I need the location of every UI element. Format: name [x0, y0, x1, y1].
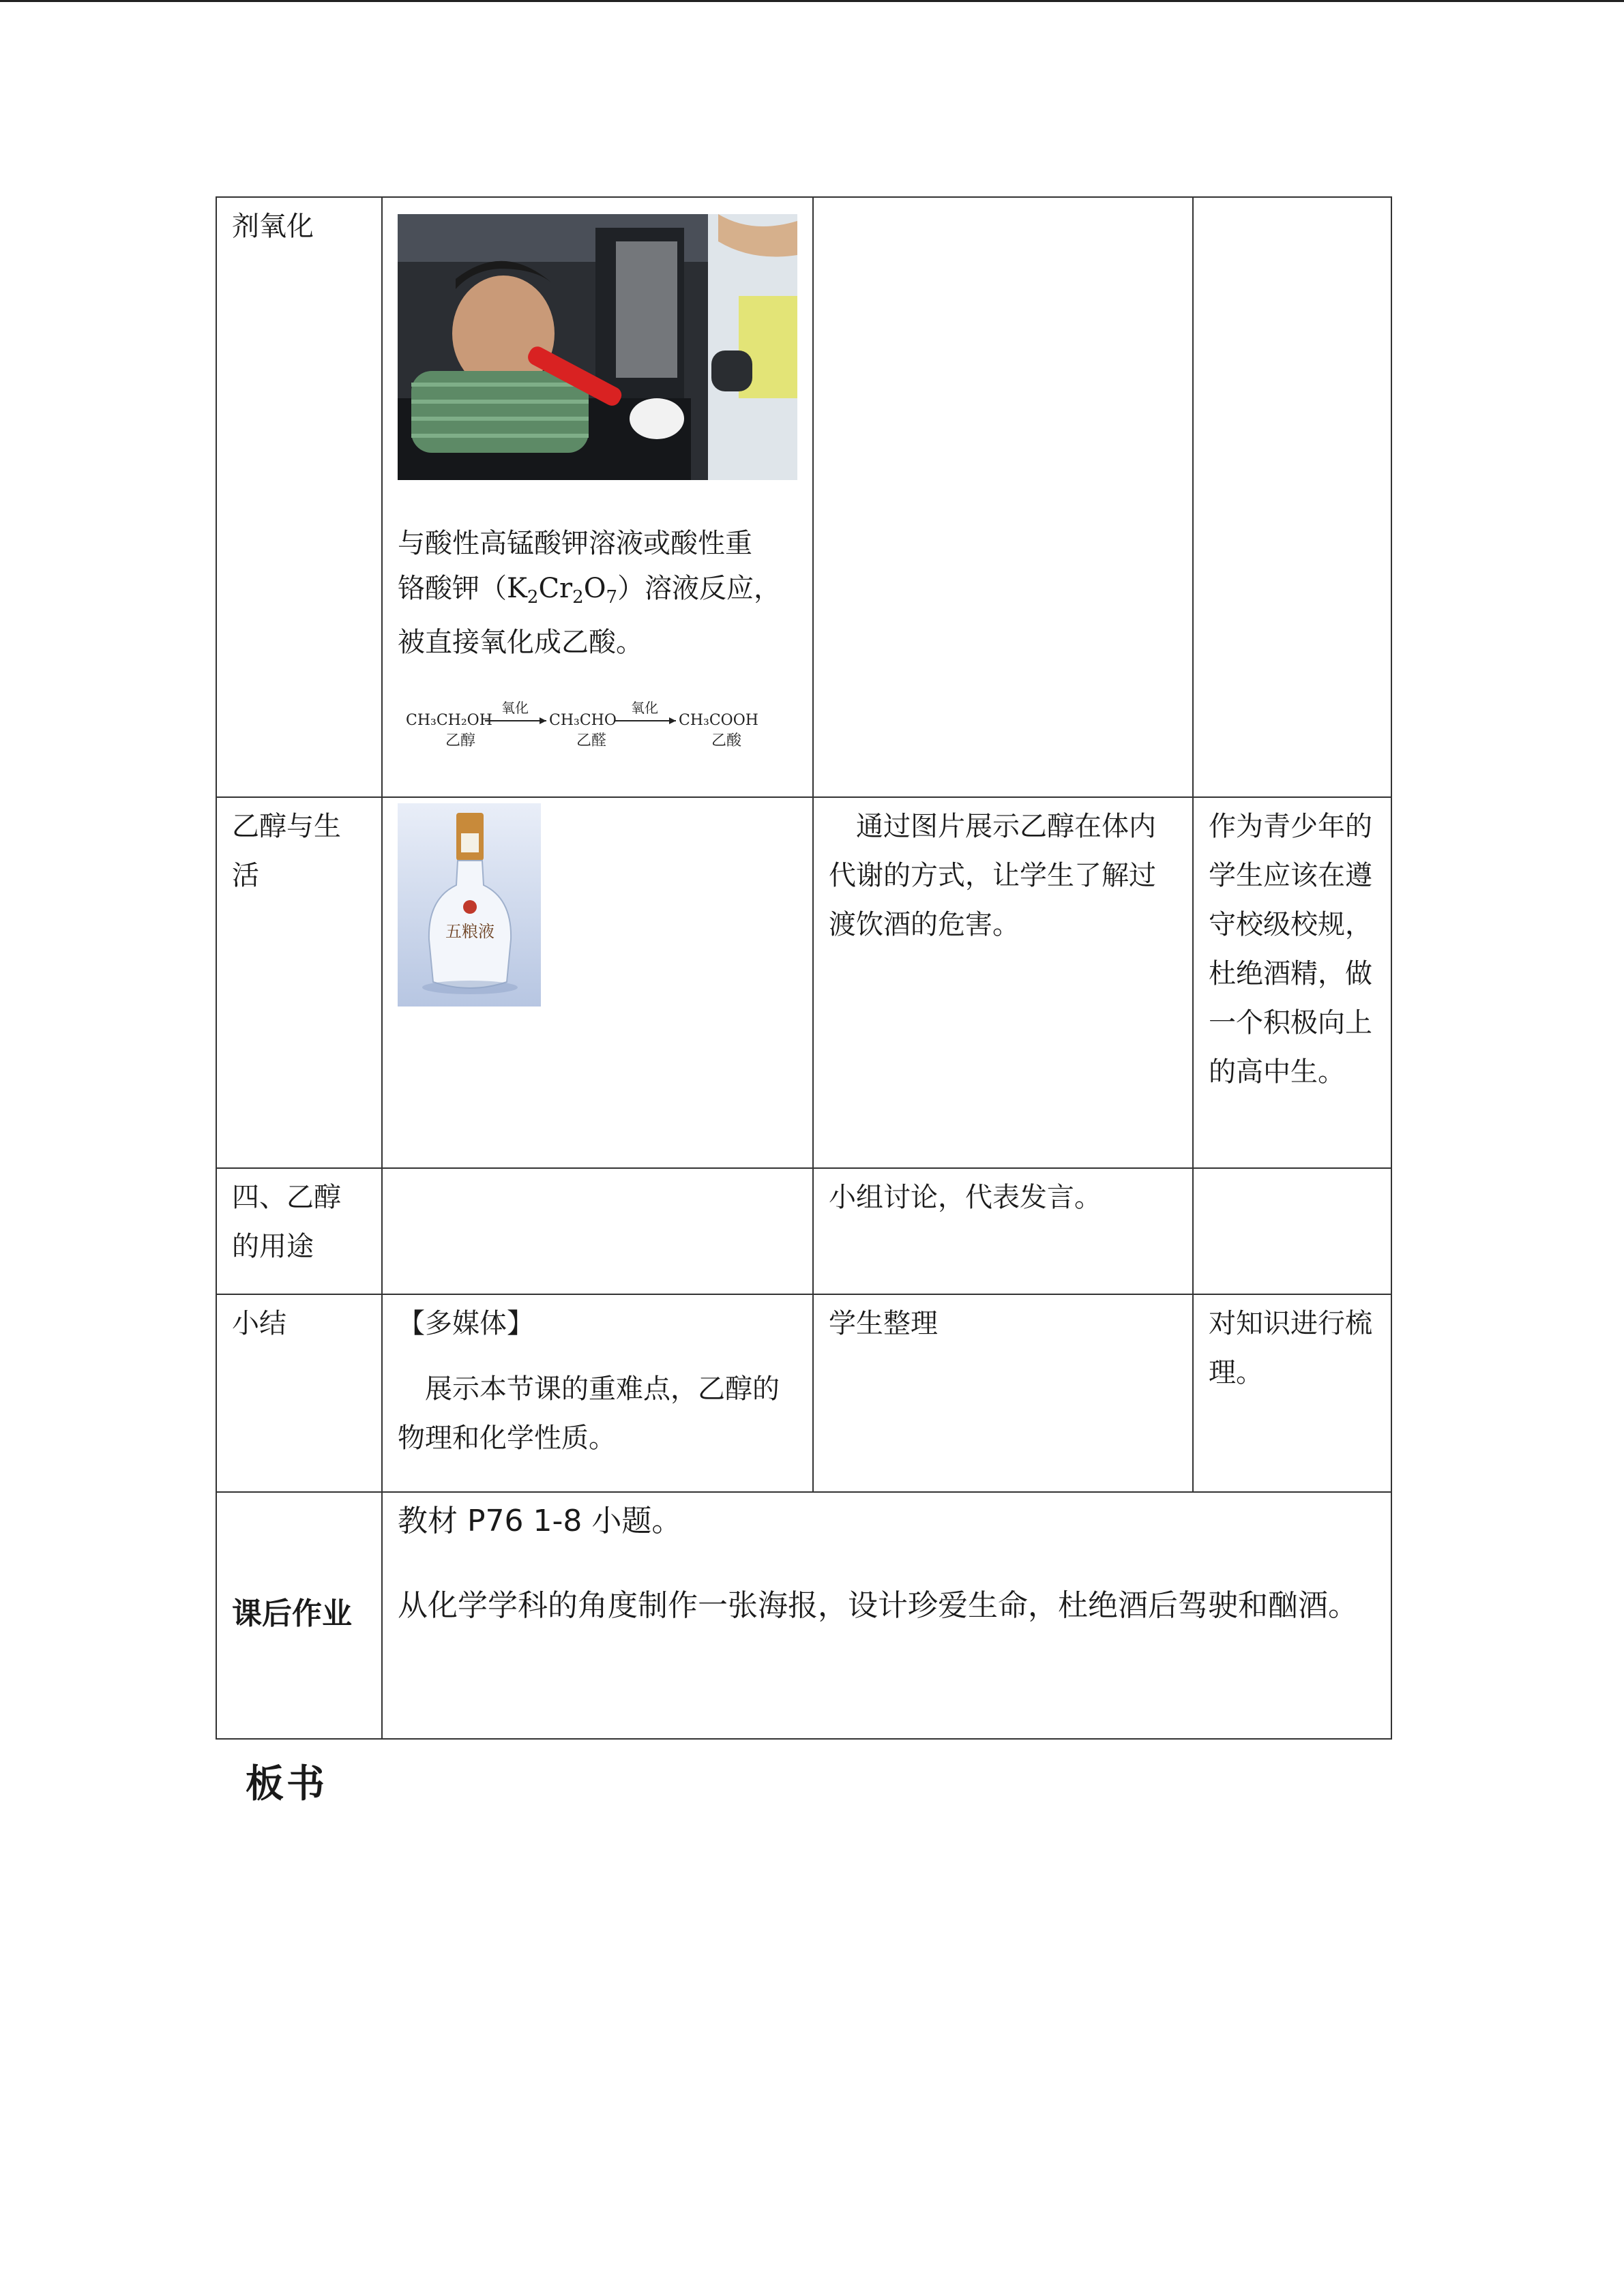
cell-stage — [216, 1168, 382, 1294]
cell-content — [382, 797, 813, 1168]
lesson-plan-table — [216, 196, 1392, 1740]
cell-student-activity — [813, 1168, 1193, 1294]
arrow2-condition: 氧化 — [631, 700, 658, 716]
oxidation-description: 与酸性高锰酸钾溶液或酸性重 铬酸钾$(K_2Cr_2O_7)$溶液反应， 被直接氧化成乙酸。 — [398, 528, 782, 658]
table-row-uses — [216, 1168, 1391, 1294]
cell-content — [382, 1294, 813, 1492]
cell-design-intent — [1193, 1168, 1391, 1294]
homework-label: 课后作业 — [232, 1596, 352, 1631]
cell-stage — [216, 197, 382, 797]
table-row-oxidation — [216, 197, 1391, 797]
table-row-summary — [216, 1294, 1391, 1492]
reactant-ethanol-name: 乙醇 — [445, 732, 476, 749]
intent-text: 作为青少年的学生应该在遵守校级校规，杜绝酒精，做一个积极向上的高中生。 — [1209, 811, 1372, 1088]
oxidation-reaction-equation — [398, 692, 780, 754]
activity-text: 学生整理 — [829, 1308, 938, 1339]
multimedia-heading: 【多媒体】 — [398, 1308, 534, 1339]
cell-design-intent — [1193, 1294, 1391, 1492]
activity-text: 通过图片展示乙醇在体内代谢的方式，让学生了解过渡饮酒的危害。 — [829, 811, 1156, 940]
cell-student-activity — [813, 797, 1193, 1168]
stage-label: 四、乙醇的用途 — [232, 1182, 341, 1262]
table-row-ethanol-life — [216, 797, 1391, 1168]
summary-text: 展示本节课的重难点，乙醇的物理和化学性质。 — [398, 1373, 780, 1454]
product-acetic-acid: CH₃COOH — [679, 712, 758, 729]
top-rule — [0, 0, 1624, 2]
cell-design-intent — [1193, 197, 1391, 797]
breathalyzer-photo — [398, 214, 797, 480]
cell-homework-content — [382, 1492, 1391, 1739]
cell-student-activity — [813, 197, 1193, 797]
stage-label: 乙醇与生活 — [232, 811, 341, 891]
product-acetic-acid-name: 乙酸 — [711, 732, 742, 749]
cell-stage — [216, 1492, 382, 1739]
table-row-homework — [216, 1492, 1391, 1739]
activity-text: 小组讨论，代表发言。 — [829, 1182, 1102, 1213]
intent-text: 对知识进行梳理。 — [1209, 1308, 1372, 1388]
cell-student-activity — [813, 1294, 1193, 1492]
cell-stage — [216, 1294, 382, 1492]
cell-content — [382, 1168, 813, 1294]
intermediate-acetaldehyde: CH₃CHO — [549, 712, 617, 729]
stage-label: 小结 — [232, 1308, 286, 1339]
stage-label: 剂氧化 — [232, 211, 314, 242]
homework-line-2: 从化学学科的角度制作一张海报，设计珍爱生命，杜绝酒后驾驶和酗酒。 — [398, 1588, 1358, 1623]
homework-line-1: 教材 P76 1-8 小题。 — [398, 1504, 682, 1538]
intermediate-acetaldehyde-name: 乙醛 — [576, 732, 607, 749]
arrow1-condition: 氧化 — [501, 700, 529, 716]
cell-content — [382, 197, 813, 797]
reactant-ethanol: CH₃CH₂OH — [406, 712, 492, 729]
cell-design-intent — [1193, 797, 1391, 1168]
liquor-bottle-photo — [398, 803, 541, 1007]
bottle-brand-label: 五粮液 — [445, 922, 494, 941]
board-heading: 板书 — [246, 1762, 327, 1806]
cell-stage — [216, 797, 382, 1168]
